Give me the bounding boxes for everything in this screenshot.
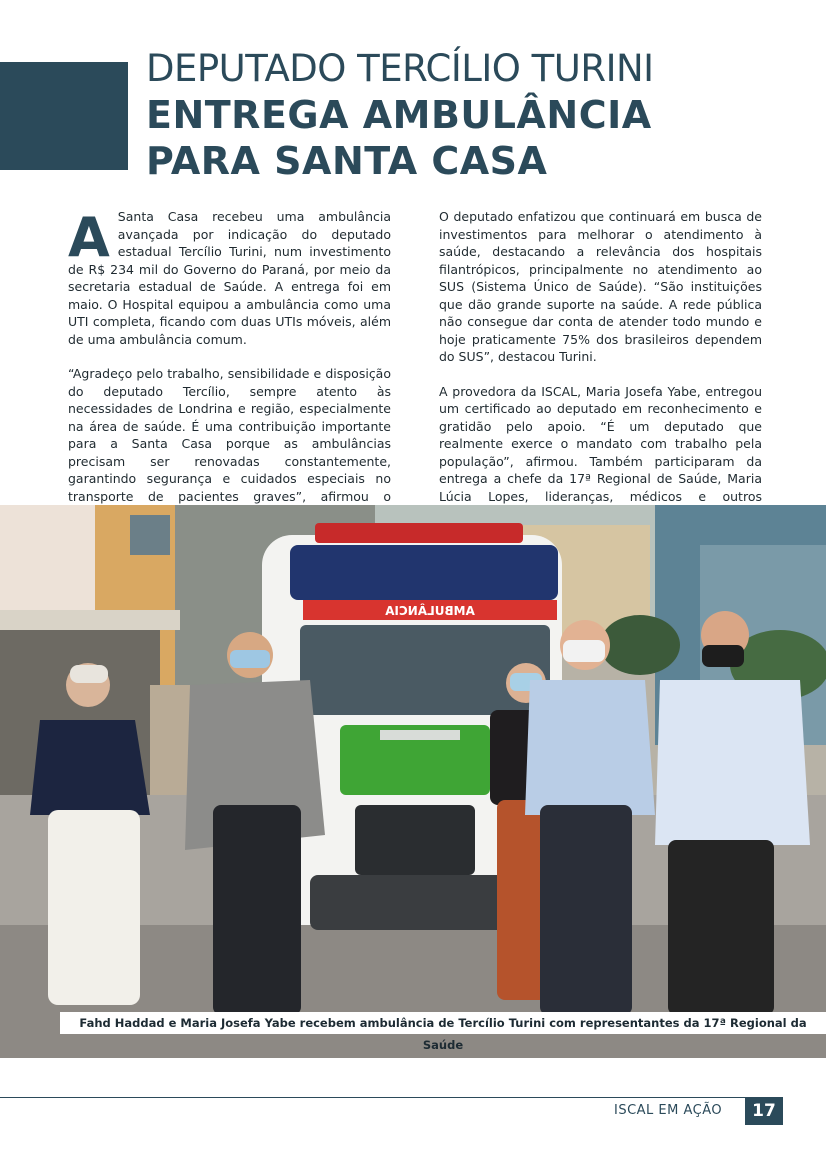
article-photo bbox=[0, 505, 826, 1058]
headline-line-2: ENTREGA AMBULÂNCIA bbox=[146, 93, 652, 137]
article-paragraph: O deputado enfatizou que continuará em busca de investimentos para melhorar o atendimento à saúde, destacando a relevância dos hospitais filantrópicos, principalmente no atendimento ao SUS (Sistema Único de Saúde). “São instituições que dão grande suporte na saúde. A rede pública não consegue dar conta de atender todo mundo e hoje praticamente 75% dos brasileiros dependem do SUS”, destacou Turini. bbox=[439, 209, 762, 364]
page-number: 17 bbox=[745, 1097, 783, 1125]
headline-line-3: PARA SANTA CASA bbox=[146, 139, 548, 183]
article-paragraph: “Agradeço pelo trabalho, sensibilidade e disposição do deputado Tercílio, sempre atento às necessidades de Londrina e região, especialmente na área de saúde. É uma contribuição importante para a Santa Casa porque as ambulâncias precisam ser renovadas constantemente, garantindo segurança e cuidados especiais no transporte de pacientes graves”, afirmou o bbox=[68, 366, 391, 504]
photo-caption: Fahd Haddad e Maria Josefa Yabe recebem ambulância de Tercílio Turini com representantes da 17ª Regional da Saúde bbox=[60, 1012, 826, 1034]
paragraph-text: Santa Casa recebeu uma ambulância avançada por indicação do deputado estadual Tercílio Turini, num investimento de R$ 234 mil do Governo do Paraná, por meio da secretaria estadual de Saúde. A entrega foi em maio. O Hospital equipou a ambulância como uma UTI completa, ficando com duas UTIs móveis, além de uma ambulância comum. bbox=[68, 209, 391, 347]
article-paragraph bbox=[68, 208, 391, 348]
article-column-1 bbox=[68, 208, 391, 540]
footer-section-name: ISCAL EM AÇÃO bbox=[614, 1103, 723, 1118]
footer-divider bbox=[0, 1097, 745, 1098]
headline-line-1: DEPUTADO TERCÍLIO TURINI bbox=[146, 47, 654, 90]
article-column-2 bbox=[439, 208, 762, 540]
headline bbox=[146, 46, 806, 184]
article-paragraph: A provedora da ISCAL, Maria Josefa Yabe, entregou um certificado ao deputado em reconhecimento e gratidão pelo apoio. “É um deputado que realmente exerce o mandato com trabalho pela população”, afirmou. Também participaram da entrega a chefe da 17ª Regional de Saúde, Maria Lúcia Lopes, lideranças, médicos e outros bbox=[439, 383, 762, 504]
article-body bbox=[68, 208, 762, 540]
ambulance-delivery-photo bbox=[0, 505, 826, 1058]
accent-block bbox=[0, 62, 128, 170]
ambulance-label: AMBULÂNCIA bbox=[385, 604, 475, 618]
drop-cap: A bbox=[68, 206, 110, 269]
